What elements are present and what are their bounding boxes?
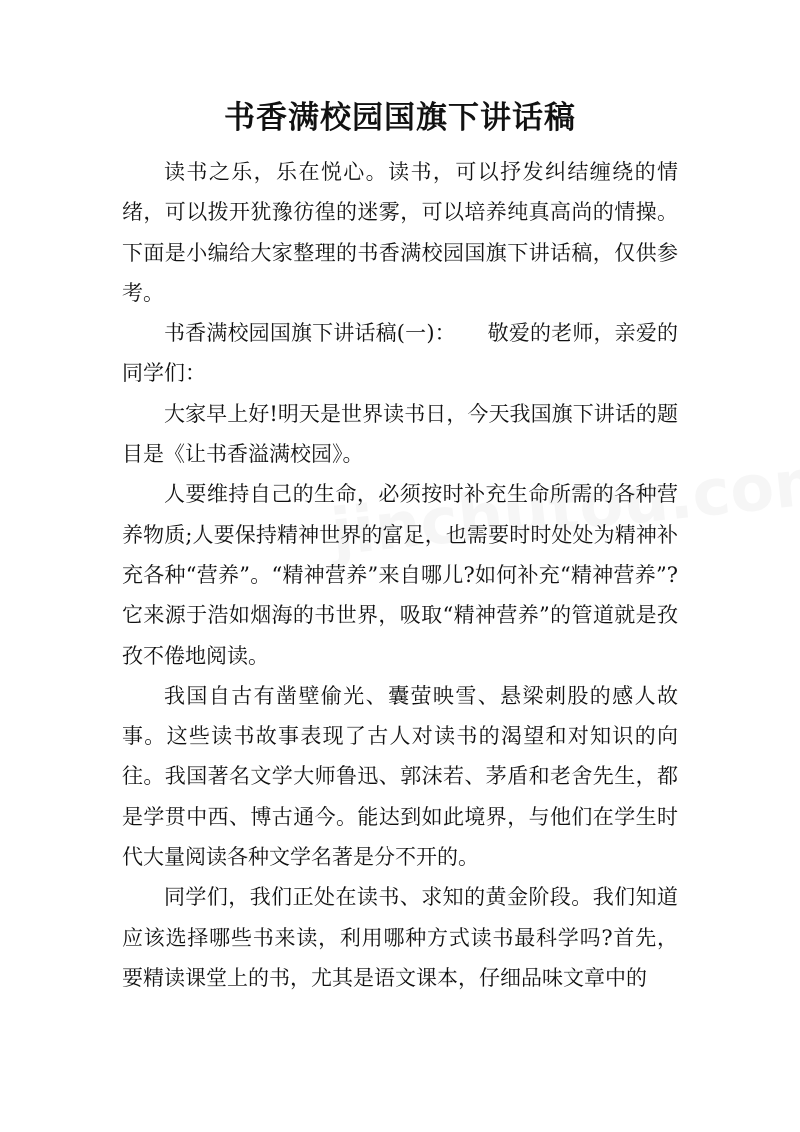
paragraph-intro: 读书之乐，乐在悦心。读书，可以抒发纠结缠绕的情绪，可以拨开犹豫彷徨的迷雾，可以培养纯真高尚的情操。下面是小编给大家整理的书香满校园国旗下讲话稿，仅供参考。 (122, 160, 678, 305)
paragraph-speech-heading: 书香满校园国旗下讲话稿(一)： 敬爱的老师，亲爱的同学们： (122, 321, 678, 386)
paragraph-greeting: 大家早上好!明天是世界读书日，今天我国旗下讲话的题目是《让书香溢满校园》。 (122, 401, 678, 467)
document-title: 书香满校园国旗下讲话稿 (224, 100, 576, 136)
paragraph-ancient-stories: 我国自古有凿壁偷光、囊萤映雪、悬梁刺股的感人故事。这些读书故事表现了古人对读书的渴望和对知识的向往。我国著名文学大师鲁迅、郭沫若、茅盾和老舍先生，都是学贯中西、博古通今。能达到如此境界，与他们在学生时代大量阅读各种文学名著是分不开的。 (122, 683, 678, 870)
paragraph-spiritual-nutrition: 人要维持自己的生命，必须按时补充生命所需的各种营养物质;人要保持精神世界的富足，也需要时时处处为精神补充各种“营养”。“精神营养”来自哪儿?如何补充“精神营养”?它来源于浩如烟海的书世界，吸取“精神营养”的管道就是孜孜不倦地阅读。 (122, 482, 678, 668)
paragraph-reading-methods: 同学们，我们正处在读书、求知的黄金阶段。我们知道应该选择哪些书来读，利用哪种方式读书最科学吗?首先，要精读课堂上的书，尤其是语文课本，仔细品味文章中的 (122, 885, 678, 990)
document-body (122, 152, 678, 998)
